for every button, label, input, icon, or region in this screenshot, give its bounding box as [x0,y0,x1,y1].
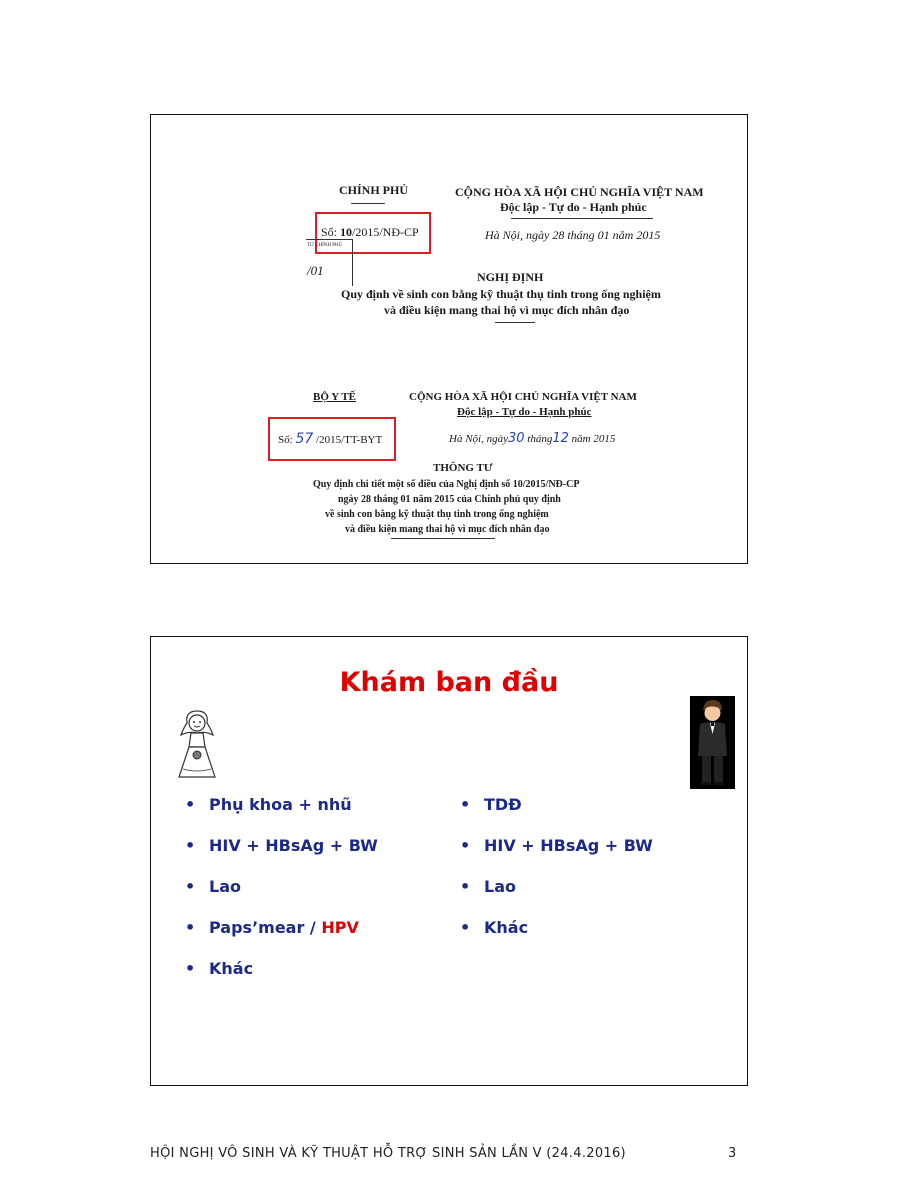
bullet-icon: • [185,836,196,855]
stamp-label: TỬ CHÍNH PHỦ [307,243,343,248]
left-exam-list [185,795,378,1000]
slide-initial-exam [150,636,748,1086]
circular-motto: Độc lập - Tự do - Hạnh phúc [457,406,592,418]
decree-number: Số: 10/2015/NĐ-CP [321,225,419,239]
bullet-icon: • [460,836,471,855]
decree-motto-rule [511,218,653,219]
circular-issuer: BỘ Y TẾ [313,391,356,403]
bullet-icon: • [185,918,196,937]
hpv-highlight: HPV [321,918,359,937]
decree-subject-1: Quy định về sinh con bằng kỹ thuật thụ tinh trong ống nghiệm [341,287,661,301]
bullet-icon: • [185,959,196,978]
circular-subject-4: và điều kiện mang thai hộ vì mục đích nhân đạo [345,524,550,535]
list-item: • Lao [185,877,241,896]
list-item: • Khác [185,959,254,978]
circular-republic: CỘNG HÒA XÃ HỘI CHỦ NGHĨA VIỆT NAM [409,391,637,403]
decree-subject-2: và điều kiện mang thai hộ vì mục đích nhân đạo [384,303,630,317]
slide-legal-documents [150,114,748,564]
list-item: • HIV + HBsAg + BW [460,836,653,855]
list-item: • Khác [460,918,529,937]
bullet-icon: • [185,795,196,814]
list-item: • Paps’mear / HPV [185,918,359,937]
list-item: • Phụ khoa + nhũ [185,795,352,814]
slide-title: Khám ban đầu [339,667,559,698]
page-number: 3 [728,1146,737,1161]
groom-icon [690,696,735,789]
bullet-icon: • [460,918,471,937]
bullet-icon: • [460,795,471,814]
bride-icon [175,709,219,781]
list-item: • TDĐ [460,795,522,814]
list-item: • HIV + HBsAg + BW [185,836,378,855]
decree-issuer-rule [351,203,385,204]
circular-number: Số: 57 /2015/TT-BYT [278,431,383,447]
circular-number-highlight [268,417,396,461]
circular-end-rule [391,538,495,539]
bullet-icon: • [460,877,471,896]
decree-issuer: CHÍNH PHỦ [339,183,408,197]
stamp-number: /01 [307,263,324,278]
decree-republic: CỘNG HÒA XÃ HỘI CHỦ NGHĨA VIỆT NAM [455,185,704,199]
circular-subject-1: Quy định chi tiết một số điều của Nghị định số 10/2015/NĐ-CP [313,479,580,490]
list-item: • Lao [460,877,516,896]
decree-place-date: Hà Nội, ngày 28 tháng 01 năm 2015 [485,228,661,242]
circular-doc-type: THÔNG TƯ [433,462,493,474]
bullet-icon: • [185,877,196,896]
decree-doc-type: NGHỊ ĐỊNH [477,270,544,284]
right-exam-list [460,795,653,959]
decree-end-rule [495,322,535,323]
page-footer: HỘI NGHỊ VÔ SINH VÀ KỸ THUẬT HỖ TRỢ SINH SẢN LẦN V (24.4.2016) [150,1146,626,1161]
circular-place-date: Hà Nội, ngày30 tháng12 năm 2015 [449,431,616,446]
decree-motto: Độc lập - Tự do - Hạnh phúc [500,200,647,214]
circular-subject-3: về sinh con bằng kỹ thuật thụ tinh trong ống nghiệm [325,509,549,520]
circular-subject-2: ngày 28 tháng 01 năm 2015 của Chính phủ quy định [338,494,561,505]
